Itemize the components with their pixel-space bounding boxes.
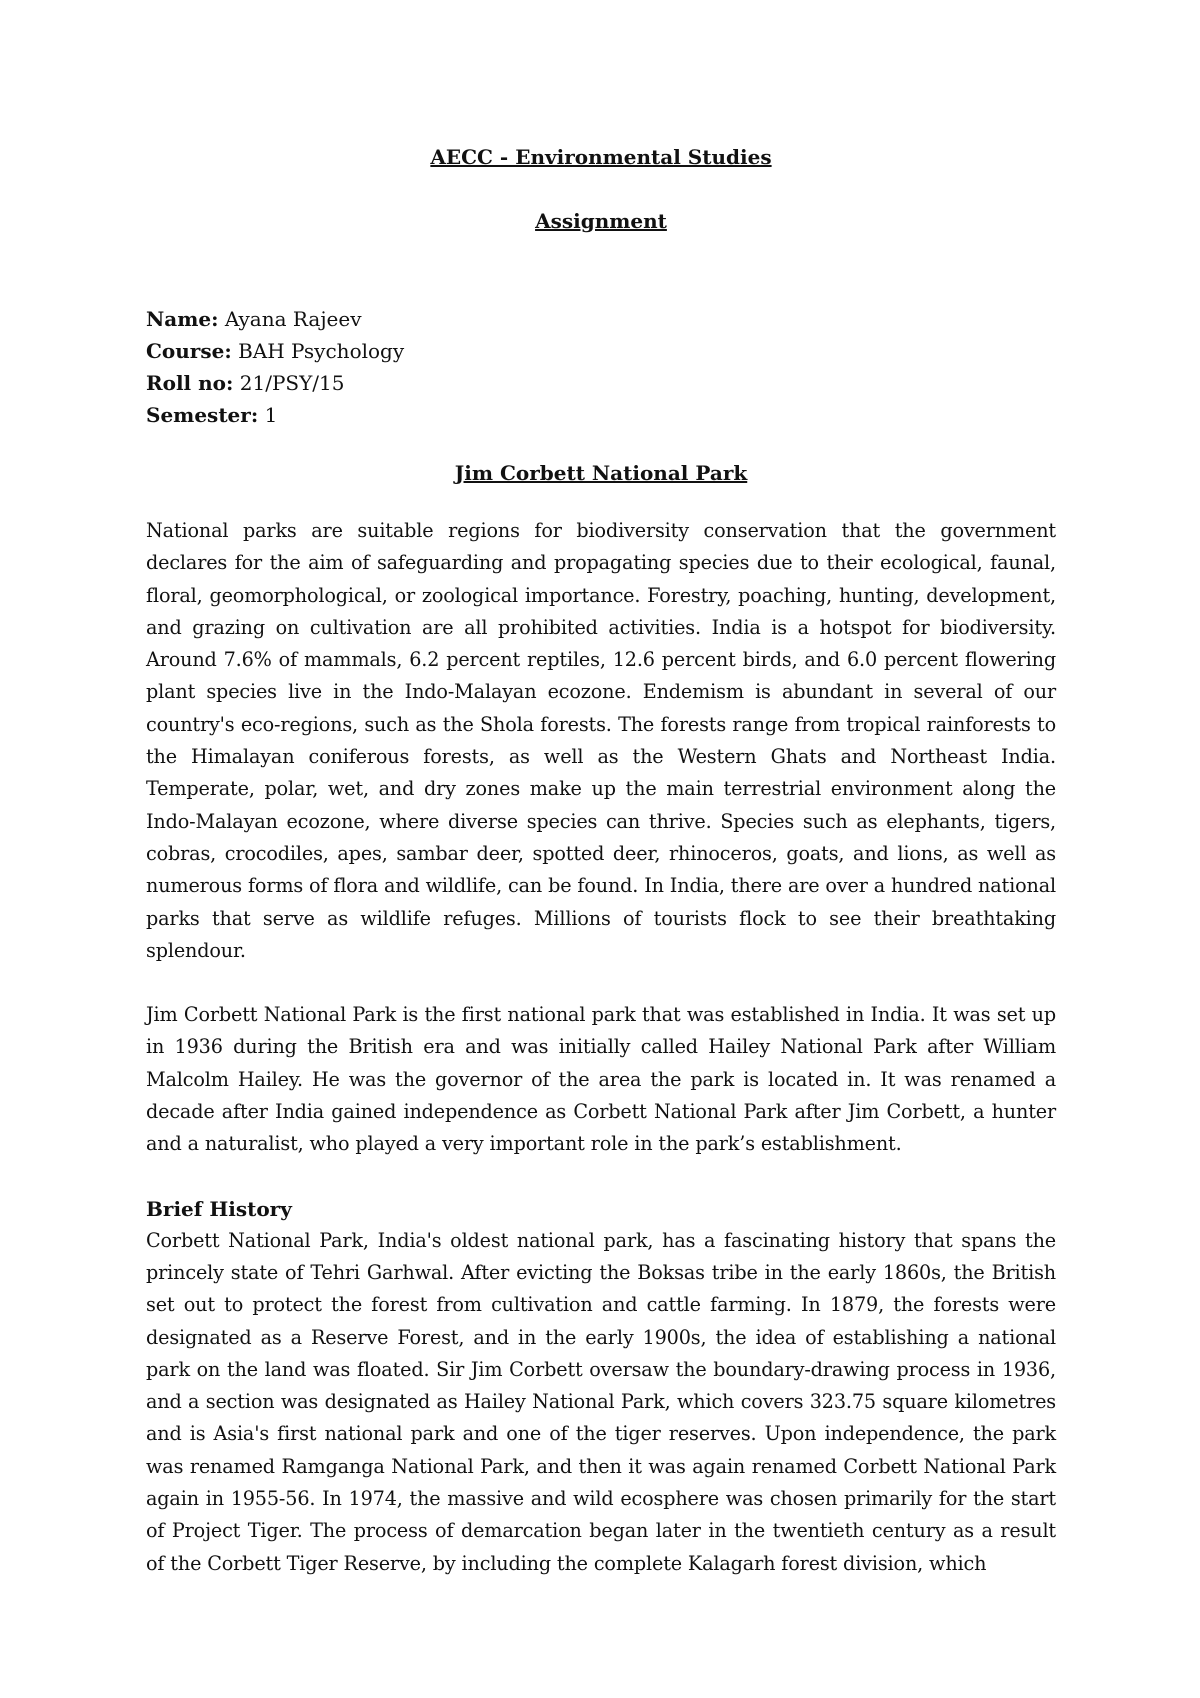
- document-content: [146, 143, 1056, 1580]
- course-label: Course:: [146, 339, 232, 363]
- section-title: Jim Corbett National Park: [454, 461, 748, 485]
- student-course-row: [146, 335, 1056, 367]
- semester-value: 1: [264, 403, 278, 427]
- paragraph-brief-history: Corbett National Park, India's oldest national park, has a fascinating history that spans the princely state of Tehri Garhwal. After evicting the Boksas tribe in the early 1860s, the British set out to protect the forest from cultivation and cattle farming. In 1879, the forests were designated as a Reserve Forest, and in the early 1900s, the idea of establishing a national park on the land was floated. Sir Jim Corbett oversaw the boundary-drawing process in 1936, and a section was designated as Hailey National Park, which covers 323.75 square kilometres and is Asia's first national park and one of the tiger reserves. Upon independence, the park was renamed Ramganga National Park, and then it was again renamed Corbett National Park again in 1955-56. In 1974, the massive and wild ecosphere was chosen primarily for the start of Project Tiger. The process of demarcation began later in the twentieth century as a result of the Corbett Tiger Reserve, by including the complete Kalagarh forest division, which: [146, 1228, 1056, 1575]
- name-label: Name:: [146, 307, 219, 331]
- paragraph-jim-corbett: Jim Corbett National Park is the first national park that was established in India. It was set up in 1936 during the British era and was initially called Hailey National Park after William Malcolm Hailey. He was the governor of the area the park is located in. It was renamed a decade after India gained independence as Corbett National Park after Jim Corbett, a hunter and a naturalist, who played a very important role in the park’s establishment.: [146, 1003, 1056, 1156]
- roll-value: 21/PSY/15: [239, 371, 345, 395]
- paragraph-national-parks: National parks are suitable regions for biodiversity conservation that the government declares for the aim of safeguarding and propagating species due to their ecological, faunal, floral, geomorphological, or zoological importance. Forestry, poaching, hunting, development, and grazing on cultivation are all prohibited activities. India is a hotspot for biodiversity. Around 7.6% of mammals, 6.2 percent reptiles, 12.6 percent birds, and 6.0 percent flowering plant species live in the Indo-Malayan ecozone. Endemism is abundant in several of our country's eco-regions, such as the Shola forests. The forests range from tropical rainforests to the Himalayan coniferous forests, as well as the Western Ghats and Northeast India. Temperate, polar, wet, and dry zones make up the main terrestrial environment along the Indo-Malayan ecozone, where diverse species can thrive. Species such as elephants, tigers, cobras, crocodiles, apes, sambar deer, spotted deer, rhinoceros, goats, and lions, as well as numerous forms of flora and wildlife, can be found. In India, there are over a hundred national parks that serve as wildlife refuges. Millions of tourists flock to see their breathtaking splendour.: [146, 519, 1056, 962]
- student-semester-row: [146, 399, 1056, 431]
- document-type-title: Assignment: [535, 209, 667, 233]
- brief-history-heading: Brief History: [146, 1196, 292, 1221]
- roll-label: Roll no:: [146, 371, 234, 395]
- student-details: [146, 303, 1056, 431]
- student-roll-row: [146, 367, 1056, 399]
- semester-label: Semester:: [146, 403, 259, 427]
- name-value: Ayana Rajeev: [224, 307, 362, 331]
- course-value: BAH Psychology: [238, 339, 405, 363]
- student-name-row: [146, 303, 1056, 335]
- course-title: AECC - Environmental Studies: [430, 145, 772, 169]
